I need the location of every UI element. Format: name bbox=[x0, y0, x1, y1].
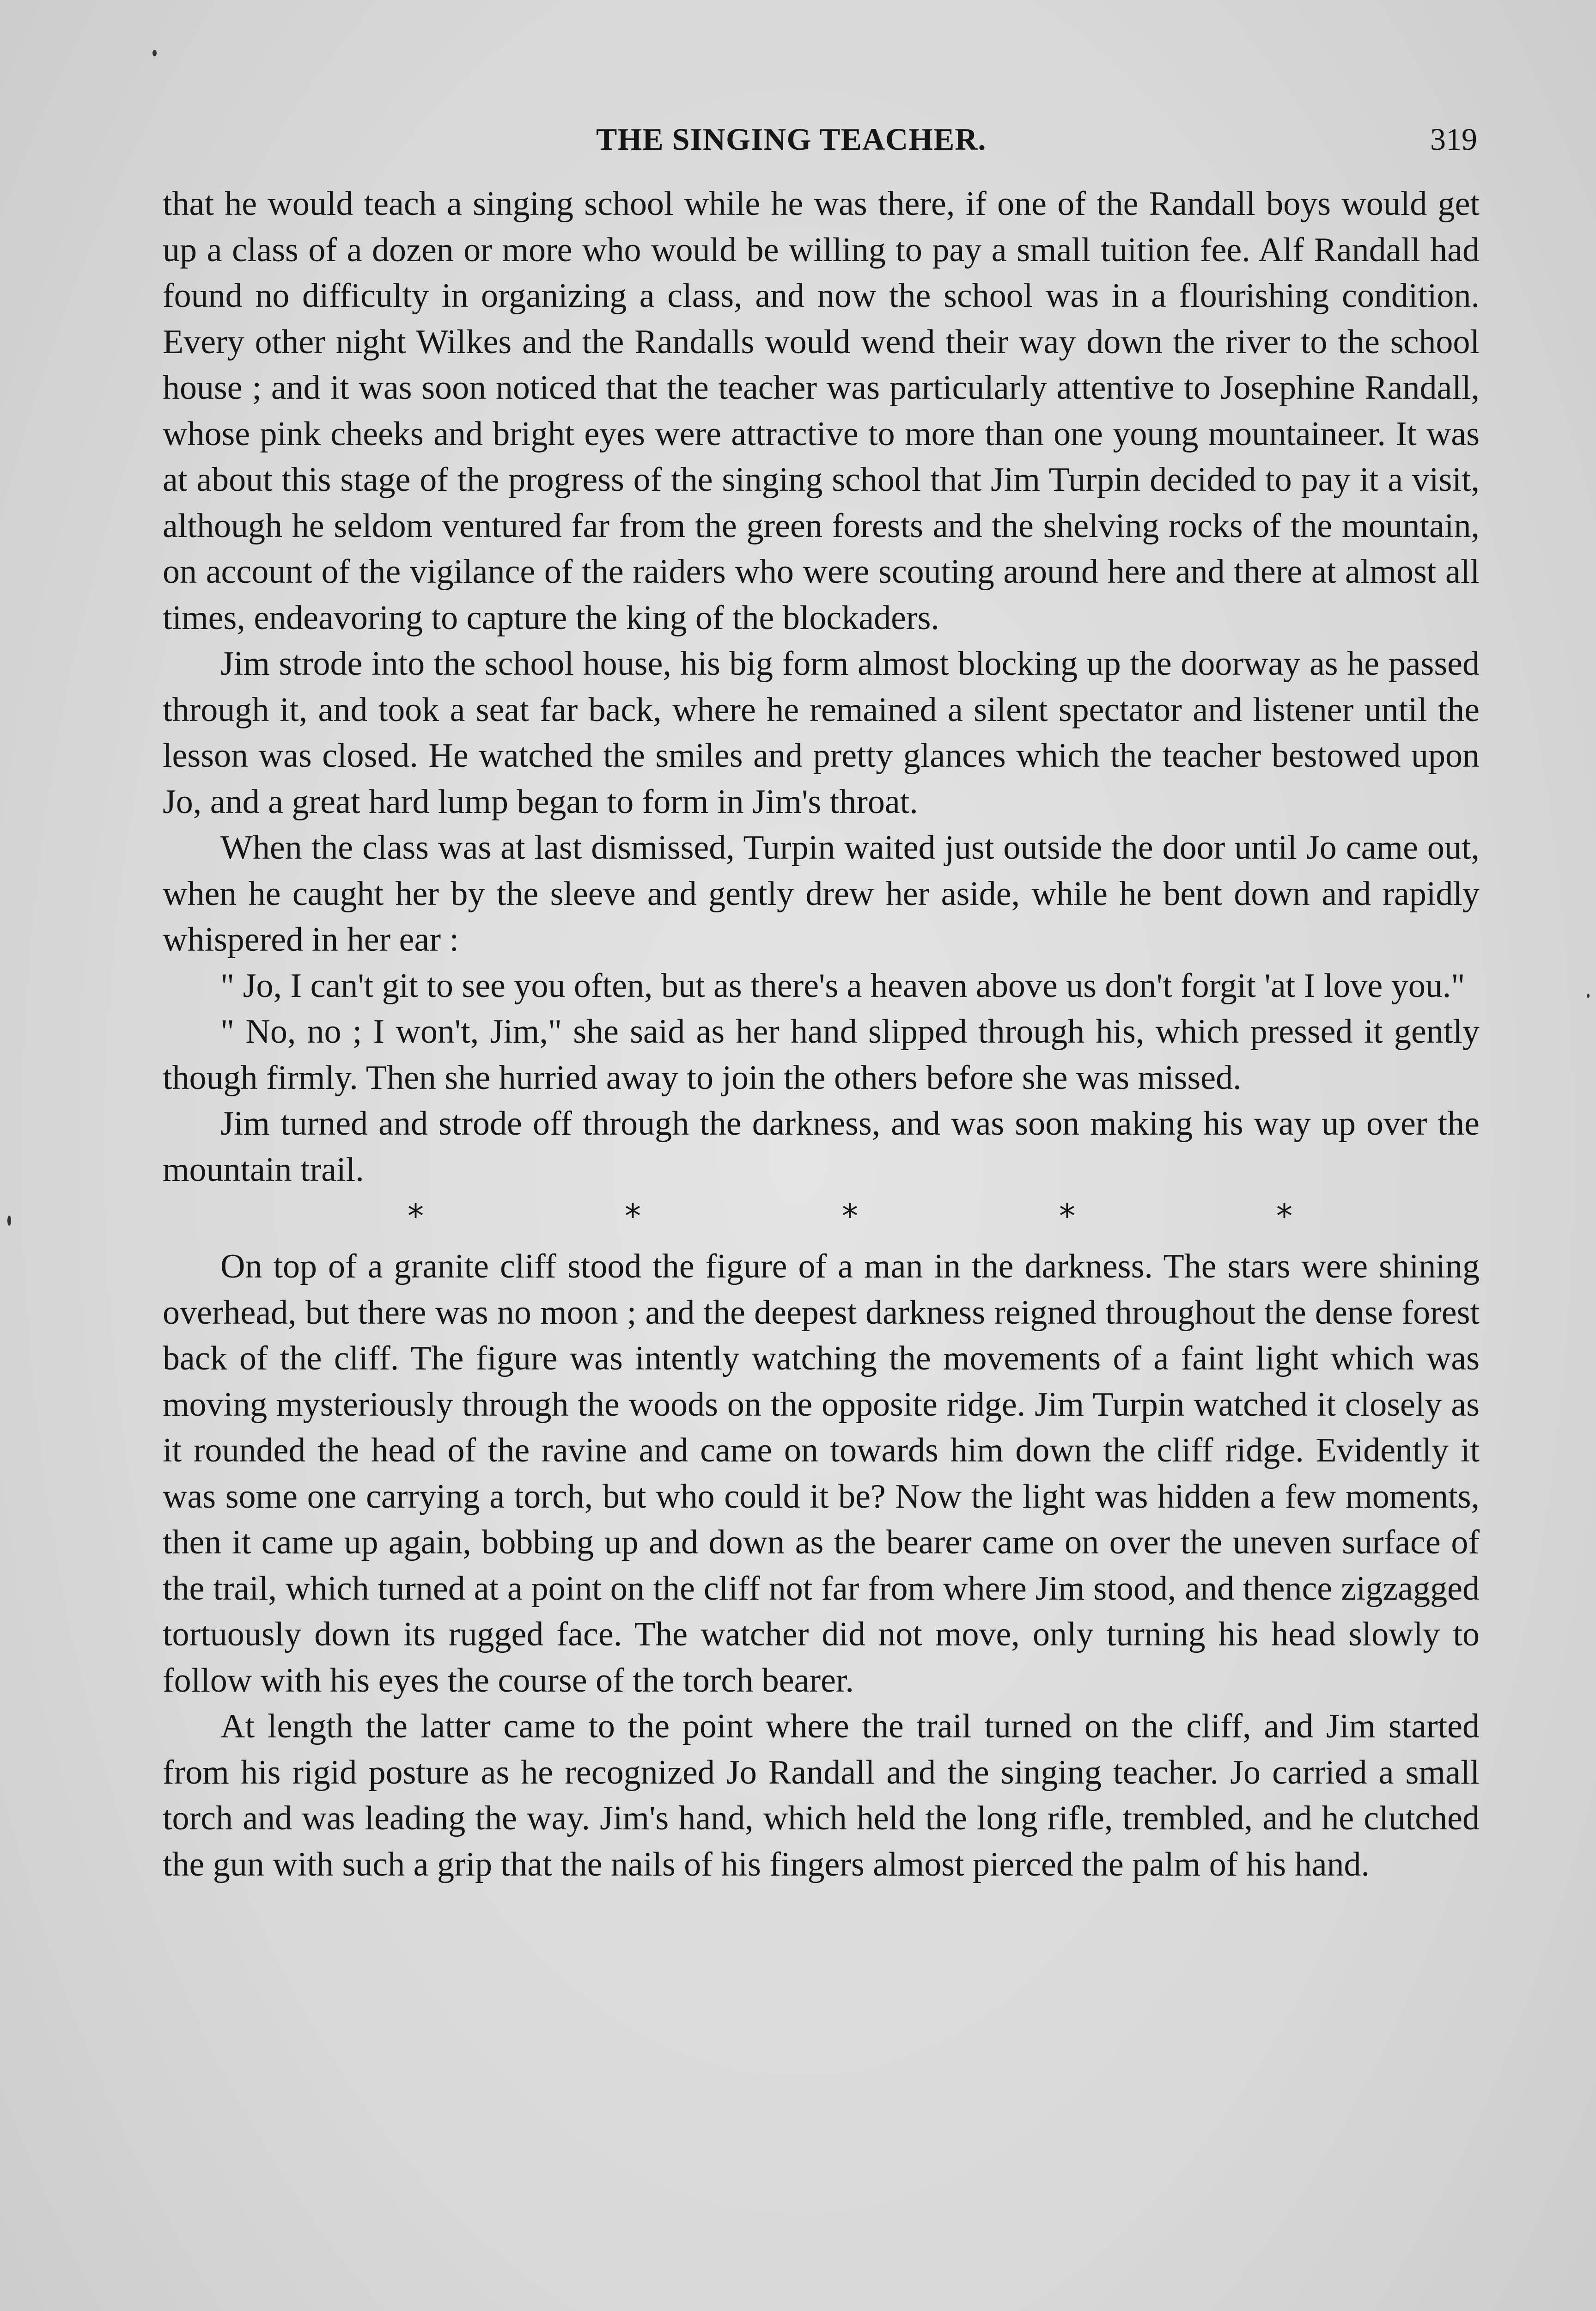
print-speck bbox=[152, 50, 157, 56]
section-break bbox=[163, 1193, 1480, 1244]
paragraph-3: When the class was at last dismissed, Turpin waited just outside the door until Jo came out, when he caught her by the sleeve and gently drew her aside, while he bent down and rapidly whispered in her ear : bbox=[163, 829, 1480, 959]
body-text bbox=[163, 181, 1480, 1888]
paragraph-7: On top of a granite cliff stood the figure of a man in the darkness. The stars were shining overhead, but there was no moon ; and the deepest darkness reigned throughout the dense forest back of the cliff. The figure was intently watching the movements of a faint light which was moving mysteriously through the woods on the opposite ridge. Jim Turpin watched it closely as it rounded the head of the ravine and came on towards him down the cliff ridge. Evidently it was some one carrying a torch, but who could it be? Now the light was hidden a few moments, then it came up again, bobbing up and down as the bearer came on over the uneven surface of the trail, which turned at a point on the cliff not far from where Jim stood, and thence zigzagged tortuously down its rugged face. The watcher did not move, only turning his head slowly to follow with his eyes the course of the torch bearer. bbox=[163, 1247, 1480, 1700]
print-speck bbox=[1587, 994, 1590, 998]
paragraph-1: that he would teach a singing school while he was there, if one of the Randall boys would get up a class of a dozen or more who would be willing to pay a small tuition fee. Alf Randall had found no difficulty in organizing a class, and now the school was in a flourishing condition. Every other night Wilkes and the Randalls would wend their way down the river to the school house ; and it was soon noticed that the teacher was particularly attentive to Josephine Randall, whose pink cheeks and bright eyes were attractive to more than one young mountaineer. It was at about this stage of the progress of the singing school that Jim Turpin decided to pay it a visit, although he seldom ventured far from the green forests and the shelving rocks of the mountain, on account of the vigilance of the raiders who were scouting around here and there at almost all times, endeavoring to capture the king of the blockaders. bbox=[163, 185, 1480, 637]
paragraph-8: At length the latter came to the point where the trail turned on the cliff, and Jim started from his rigid posture as he recognized Jo Randall and the singing teacher. Jo carried a small torch and was leading the way. Jim's hand, which held the long rifle, trembled, and he clutched the gun with such a grip that the nails of his fingers almost pierced the palm of his hand. bbox=[163, 1707, 1480, 1883]
section-break-star: * bbox=[408, 1197, 424, 1235]
section-break-star: * bbox=[1059, 1197, 1075, 1235]
section-break-star: * bbox=[842, 1197, 858, 1235]
paragraph-5: " No, no ; I won't, Jim," she said as her hand slipped through his, which pressed it gently though firmly. Then she hurried away to join the others before she was missed. bbox=[163, 1013, 1480, 1097]
paragraph-6: Jim turned and strode off through the darkness, and was soon making his way up over the mountain trail. bbox=[163, 1105, 1480, 1189]
chapter-title: THE SINGING TEACHER. bbox=[596, 122, 987, 157]
section-break-star: * bbox=[625, 1197, 641, 1235]
section-break-star: * bbox=[1276, 1197, 1292, 1235]
page-number: 319 bbox=[1430, 122, 1477, 157]
print-speck bbox=[7, 1216, 11, 1226]
paragraph-2: Jim strode into the school house, his big form almost blocking up the doorway as he passed through it, and took a seat far back, where he remained a silent spectator and listener until the lesson was closed. He watched the smiles and pretty glances which the teacher bestowed upon Jo, and a great hard lump began to form in Jim's throat. bbox=[163, 645, 1480, 821]
paragraph-4: " Jo, I can't git to see you often, but as there's a heaven above us don't forgit 'at I love you." bbox=[220, 966, 1465, 1005]
running-head bbox=[0, 121, 1596, 163]
